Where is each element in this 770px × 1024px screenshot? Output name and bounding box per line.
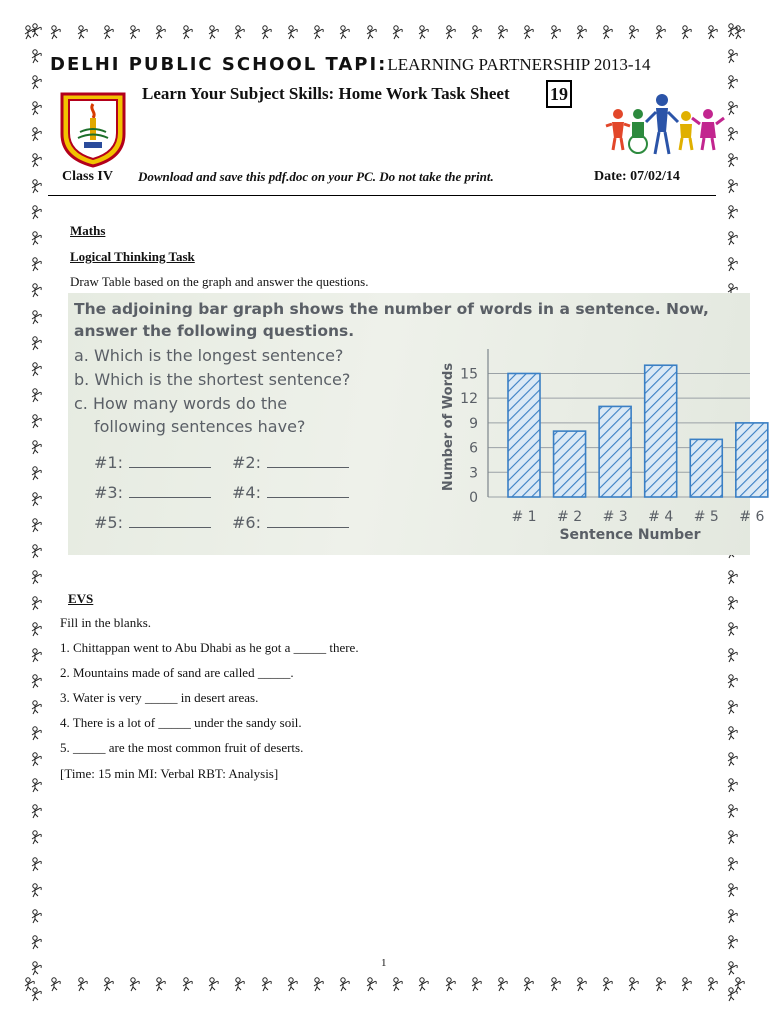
y-tick-label: 0: [469, 490, 478, 506]
class-label: Class IV: [62, 169, 113, 184]
sheet-number-badge: 19: [546, 80, 572, 108]
border-ornament-icon: [469, 976, 485, 992]
border-ornament-icon: [725, 256, 741, 272]
border-ornament-icon: [725, 699, 741, 715]
y-axis-label: Number of Words: [441, 362, 456, 492]
border-ornament-icon: [29, 725, 45, 741]
border-ornament-icon: [259, 24, 275, 40]
border-ornament-icon: [390, 24, 406, 40]
evs-question: 3. Water is very _____ in desert areas.: [60, 690, 259, 705]
border-ornament-icon: [29, 282, 45, 298]
border-ornament-icon: [29, 856, 45, 872]
border-ornament-icon: [259, 976, 275, 992]
border-ornament-icon: [29, 673, 45, 689]
border-ornament-icon: [29, 803, 45, 819]
evs-instruction: Fill in the blanks.: [60, 615, 151, 630]
border-ornament-icon: [153, 976, 169, 992]
border-ornament-icon: [725, 595, 741, 611]
evs-heading: EVS: [68, 591, 94, 606]
border-ornament-icon: [29, 829, 45, 845]
x-tick-label: # 1: [511, 509, 537, 525]
graph-photo: [68, 293, 765, 555]
logical-task-title: Logical Thinking Task: [70, 249, 195, 264]
border-ornament-icon: [364, 976, 380, 992]
border-ornament-icon: [29, 413, 45, 429]
question-c-line-2: following sentences have?: [94, 417, 306, 436]
border-ornament-icon: [29, 986, 45, 1002]
graph-intro-line-2: answer the following questions.: [74, 322, 355, 340]
border-ornament-icon: [29, 465, 45, 481]
border-ornament-icon: [725, 647, 741, 663]
border-ornament-icon: [29, 647, 45, 663]
border-ornament-icon: [285, 24, 301, 40]
blank-5-label: #5:: [94, 513, 123, 532]
bar: [645, 365, 677, 497]
bar: [736, 423, 768, 497]
words-bar-chart: [368, 343, 765, 543]
x-tick-label: # 5: [693, 509, 719, 525]
border-ornament-icon: [725, 934, 741, 950]
border-ornament-icon: [337, 976, 353, 992]
border-ornament-icon: [29, 230, 45, 246]
border-ornament-icon: [495, 976, 511, 992]
border-ornament-icon: [232, 976, 248, 992]
border-ornament-icon: [725, 230, 741, 246]
question-a: a. Which is the longest sentence?: [74, 346, 344, 365]
evs-question: 1. Chittappan went to Abu Dhabi as he got a _____ there.: [60, 640, 359, 655]
evs-footer-note: [Time: 15 min MI: Verbal RBT: Analysis]: [60, 766, 279, 781]
border-ornament-icon: [29, 387, 45, 403]
border-ornament-icon: [29, 126, 45, 142]
page-subtitle: Learn Your Subject Skills: Home Work Task Sheet: [142, 84, 510, 103]
date-label: Date: 07/02/14: [594, 169, 680, 184]
border-ornament-icon: [29, 751, 45, 767]
border-ornament-icon: [416, 976, 432, 992]
border-ornament-icon: [29, 100, 45, 116]
border-ornament-icon: [521, 24, 537, 40]
question-b: b. Which is the shortest sentence?: [74, 370, 351, 389]
y-tick-label: 6: [469, 440, 478, 457]
border-ornament-icon: [725, 673, 741, 689]
border-ornament-icon: [180, 24, 196, 40]
border-ornament-icon: [725, 751, 741, 767]
border-ornament-icon: [574, 24, 590, 40]
bar: [599, 406, 631, 497]
border-ornament-icon: [725, 856, 741, 872]
graph-intro-line-1: The adjoining bar graph shows the number of words in a sentence. Now,: [74, 300, 709, 318]
evs-question: 5. _____ are the most common fruit of deserts.: [60, 740, 304, 755]
border-ornament-icon: [364, 24, 380, 40]
blank-3-label: #3:: [94, 483, 123, 502]
border-ornament-icon: [29, 543, 45, 559]
evs-question: 2. Mountains made of sand are called _____.: [60, 665, 294, 680]
border-ornament-icon: [29, 439, 45, 455]
border-ornament-icon: [725, 882, 741, 898]
border-ornament-icon: [29, 74, 45, 90]
blank-5: [94, 513, 211, 532]
border-ornament-icon: [725, 74, 741, 90]
page-border-top: [22, 24, 748, 50]
border-ornament-icon: [29, 517, 45, 533]
border-ornament-icon: [626, 976, 642, 992]
x-tick-label: # 4: [648, 509, 674, 525]
blank-4: [232, 483, 349, 502]
border-ornament-icon: [127, 976, 143, 992]
border-ornament-icon: [725, 960, 741, 976]
maths-instruction: Draw Table based on the graph and answer the questions.: [70, 274, 369, 289]
header-divider: [48, 195, 716, 196]
border-ornament-icon: [29, 491, 45, 507]
border-ornament-icon: [29, 621, 45, 637]
border-ornament-icon: [679, 24, 695, 40]
page-border-left: [24, 22, 50, 1002]
blank-6-label: #6:: [232, 513, 261, 532]
border-ornament-icon: [206, 24, 222, 40]
blank-6: [232, 513, 349, 532]
border-ornament-icon: [626, 24, 642, 40]
x-tick-label: # 2: [557, 509, 583, 525]
border-ornament-icon: [725, 22, 741, 38]
border-ornament-icon: [725, 725, 741, 741]
y-tick-label: 12: [460, 391, 478, 408]
border-ornament-icon: [101, 976, 117, 992]
border-ornament-icon: [285, 976, 301, 992]
border-ornament-icon: [600, 24, 616, 40]
border-ornament-icon: [725, 986, 741, 1002]
border-ornament-icon: [75, 976, 91, 992]
blank-2: [232, 453, 349, 472]
border-ornament-icon: [29, 595, 45, 611]
program-name: LEARNING PARTNERSHIP 2013-14: [387, 55, 651, 74]
border-ornament-icon: [469, 24, 485, 40]
school-logo-icon: [56, 86, 130, 168]
border-ornament-icon: [29, 22, 45, 38]
download-note: Download and save this pdf.doc on your PC. Do not take the print.: [138, 169, 494, 184]
y-tick-label: 15: [460, 366, 478, 383]
blank-1: [94, 453, 211, 472]
border-ornament-icon: [29, 908, 45, 924]
border-ornament-icon: [29, 309, 45, 325]
x-axis-label: Sentence Number: [559, 527, 701, 543]
x-tick-label: # 3: [602, 509, 628, 525]
border-ornament-icon: [653, 24, 669, 40]
question-c-line-1: c. How many words do the: [74, 394, 288, 413]
border-ornament-icon: [548, 976, 564, 992]
border-ornament-icon: [180, 976, 196, 992]
border-ornament-icon: [725, 829, 741, 845]
border-ornament-icon: [548, 24, 564, 40]
border-ornament-icon: [153, 24, 169, 40]
maths-heading: Maths: [70, 223, 106, 238]
border-ornament-icon: [29, 699, 45, 715]
page-border-bottom: [22, 976, 748, 1002]
border-ornament-icon: [390, 976, 406, 992]
border-ornament-icon: [48, 24, 64, 40]
border-ornament-icon: [232, 24, 248, 40]
school-title: [50, 54, 651, 75]
border-ornament-icon: [600, 976, 616, 992]
border-ornament-icon: [725, 803, 741, 819]
border-ornament-icon: [679, 976, 695, 992]
border-ornament-icon: [29, 934, 45, 950]
border-ornament-icon: [29, 569, 45, 585]
border-ornament-icon: [29, 204, 45, 220]
page-number: 1: [381, 957, 387, 969]
border-ornament-icon: [725, 621, 741, 637]
y-tick-label: 9: [469, 415, 478, 432]
border-ornament-icon: [29, 178, 45, 194]
border-ornament-icon: [29, 48, 45, 64]
border-ornament-icon: [29, 361, 45, 377]
border-ornament-icon: [75, 24, 91, 40]
border-ornament-icon: [29, 960, 45, 976]
border-ornament-icon: [311, 976, 327, 992]
border-ornament-icon: [127, 24, 143, 40]
border-ornament-icon: [337, 24, 353, 40]
border-ornament-icon: [29, 152, 45, 168]
border-ornament-icon: [725, 178, 741, 194]
border-ornament-icon: [311, 24, 327, 40]
blank-2-label: #2:: [232, 453, 261, 472]
border-ornament-icon: [725, 48, 741, 64]
blank-1-label: #1:: [94, 453, 123, 472]
border-ornament-icon: [574, 976, 590, 992]
border-ornament-icon: [705, 24, 721, 40]
border-ornament-icon: [416, 24, 432, 40]
border-ornament-icon: [725, 908, 741, 924]
border-ornament-icon: [725, 204, 741, 220]
school-name: DELHI PUBLIC SCHOOL TAPI:: [50, 54, 388, 75]
border-ornament-icon: [101, 24, 117, 40]
border-ornament-icon: [725, 777, 741, 793]
border-ornament-icon: [705, 976, 721, 992]
y-tick-label: 3: [469, 465, 478, 482]
border-ornament-icon: [521, 976, 537, 992]
blank-4-label: #4:: [232, 483, 261, 502]
evs-question: 4. There is a lot of _____ under the sandy soil.: [60, 715, 302, 730]
border-ornament-icon: [29, 777, 45, 793]
bar: [554, 431, 586, 497]
border-ornament-icon: [725, 569, 741, 585]
border-ornament-icon: [48, 976, 64, 992]
border-ornament-icon: [495, 24, 511, 40]
bar: [690, 439, 722, 497]
border-ornament-icon: [29, 256, 45, 272]
border-ornament-icon: [653, 976, 669, 992]
border-ornament-icon: [443, 24, 459, 40]
bar: [508, 373, 540, 497]
border-ornament-icon: [206, 976, 222, 992]
blank-3: [94, 483, 211, 502]
x-tick-label: # 6: [739, 509, 765, 525]
border-ornament-icon: [29, 335, 45, 351]
border-ornament-icon: [443, 976, 459, 992]
border-ornament-icon: [29, 882, 45, 898]
children-clipart-icon: [600, 92, 750, 156]
